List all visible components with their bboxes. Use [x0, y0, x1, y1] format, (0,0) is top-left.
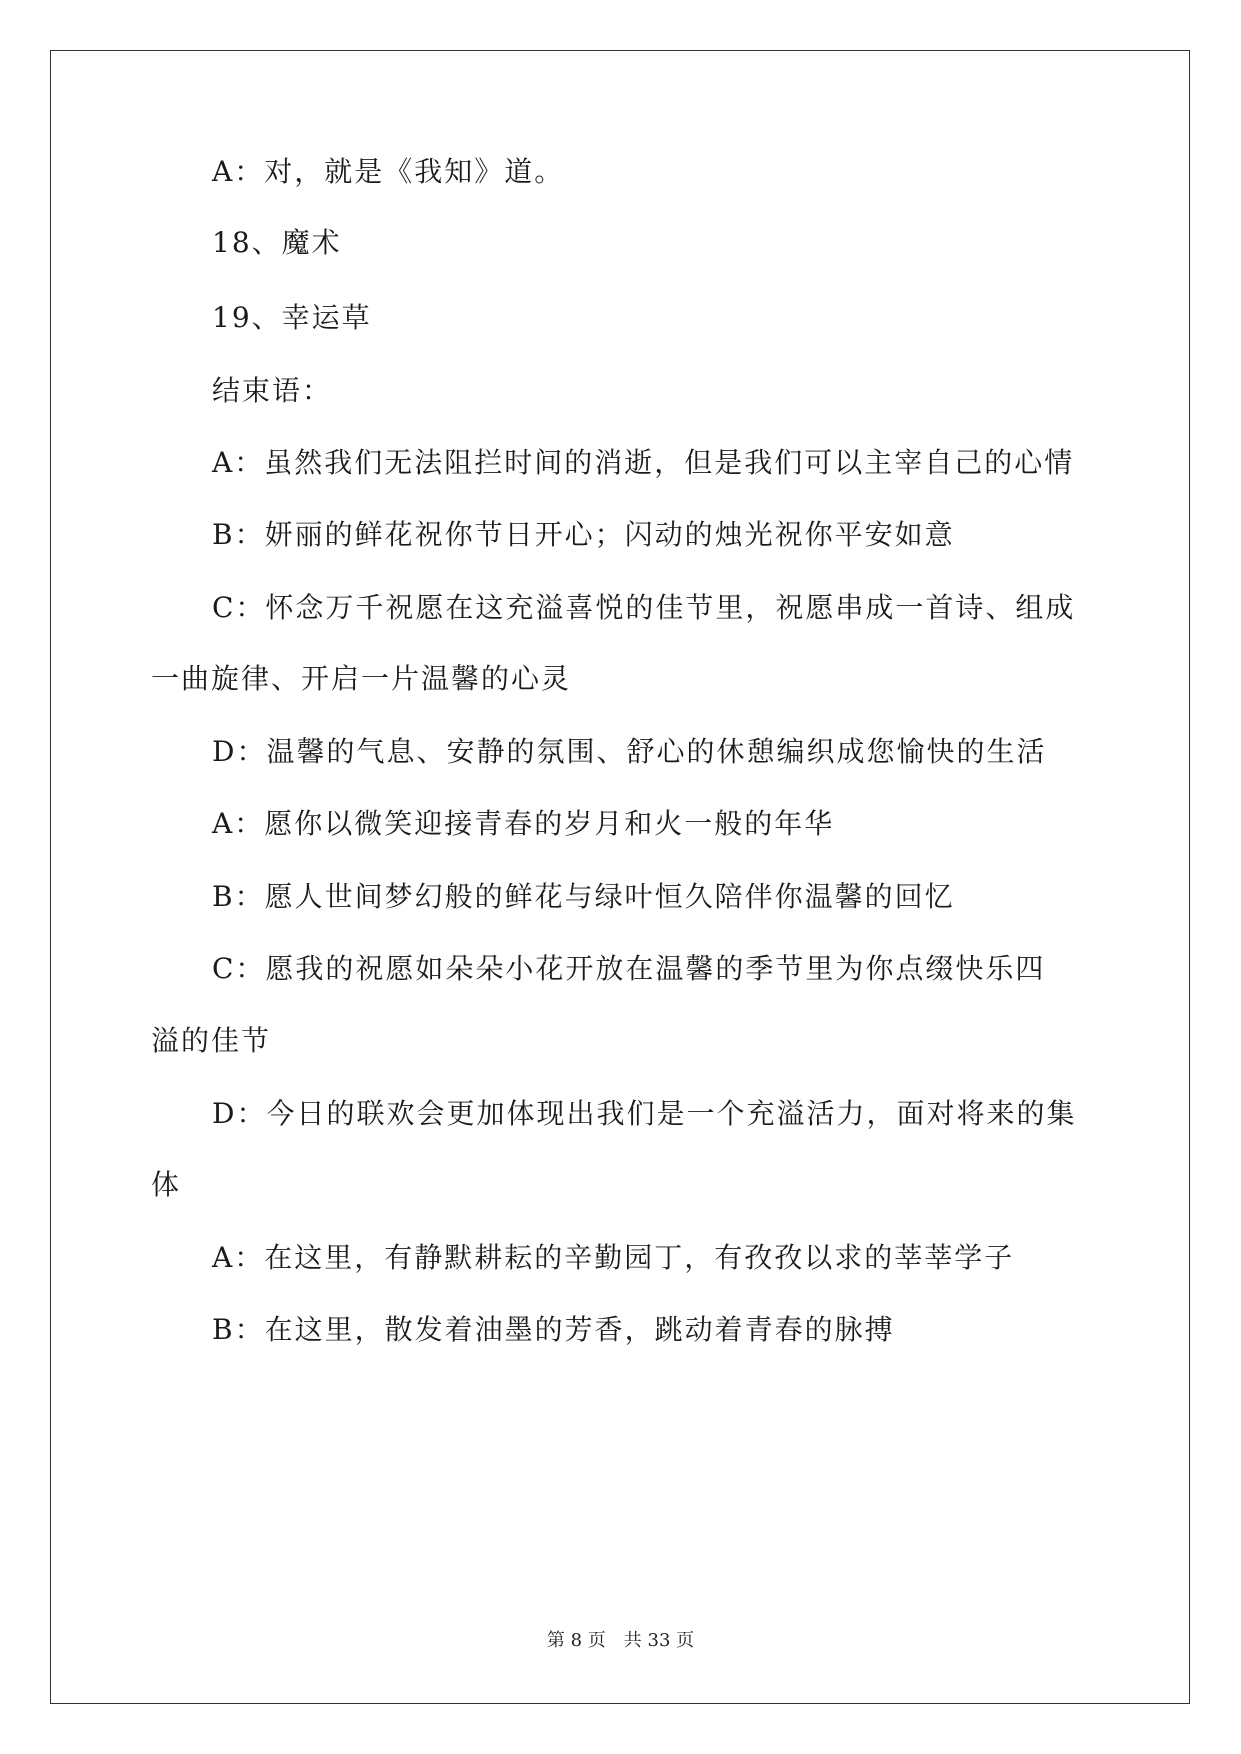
dialogue-line-continuation: 体 — [151, 1168, 182, 1201]
page-number: 第 8 页 — [546, 1630, 606, 1651]
dialogue-line: B：愿人世间梦幻般的鲜花与绿叶恒久陪伴你温馨的回忆 — [212, 880, 955, 913]
dialogue-line: A：虽然我们无法阻拦时间的消逝，但是我们可以主宰自己的心情 — [212, 446, 1075, 479]
dialogue-line-continuation: 一曲旋律、开启一片温馨的心灵 — [151, 662, 572, 695]
dialogue-line: C：怀念万千祝愿在这充溢喜悦的佳节里，祝愿串成一首诗、组成 — [212, 591, 1076, 624]
dialogue-line: B：在这里，散发着油墨的芳香，跳动着青春的脉搏 — [212, 1313, 895, 1346]
dialogue-line: A：对，就是《我知》道。 — [212, 155, 565, 188]
page-border — [50, 50, 1190, 1704]
dialogue-line: D：温馨的气息、安静的氛围、舒心的休憩编织成您愉快的生活 — [212, 735, 1047, 768]
dialogue-line: C：愿我的祝愿如朵朵小花开放在温馨的季节里为你点缀快乐四 — [212, 952, 1046, 985]
page-footer — [0, 1630, 1241, 1652]
dialogue-line: D：今日的联欢会更加体现出我们是一个充溢活力，面对将来的集 — [212, 1097, 1077, 1130]
dialogue-line: A：在这里，有静默耕耘的辛勤园丁，有孜孜以求的莘莘学子 — [212, 1241, 1015, 1274]
page-total: 共 33 页 — [623, 1630, 695, 1651]
section-heading: 结束语： — [212, 374, 333, 407]
dialogue-line: B：妍丽的鲜花祝你节日开心；闪动的烛光祝你平安如意 — [212, 518, 955, 551]
program-item: 19、幸运草 — [212, 301, 372, 334]
dialogue-line: A：愿你以微笑迎接青春的岁月和火一般的年华 — [212, 807, 835, 840]
program-item: 18、魔术 — [212, 226, 342, 259]
dialogue-line-continuation: 溢的佳节 — [151, 1024, 272, 1057]
